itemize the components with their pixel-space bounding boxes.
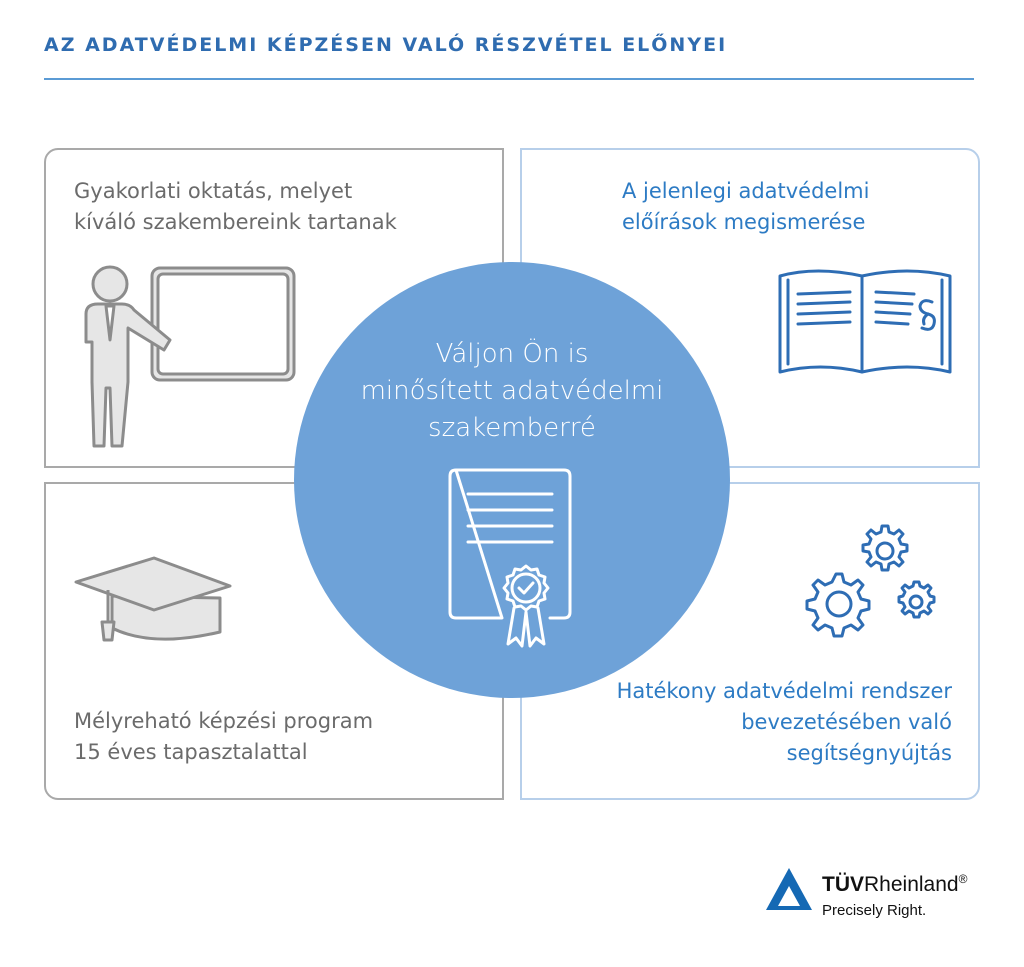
gears-icon (790, 520, 940, 650)
certificate-icon (446, 466, 576, 656)
center-text (294, 336, 730, 447)
bottom-right-text (617, 676, 952, 769)
teacher-icon (72, 262, 300, 452)
center-line2: minősített adatvédelmi (360, 376, 664, 406)
top-right-line2: előírások megismerése (622, 210, 866, 234)
logo-brand-bold: TÜV (822, 873, 864, 896)
title-underline (44, 78, 974, 80)
bottom-right-line2: bevezetésében való (741, 710, 952, 734)
bottom-left-line2: 15 éves tapasztalattal (74, 740, 308, 764)
law-book-icon (776, 262, 954, 382)
logo-brand-rest: Rheinland (864, 873, 959, 896)
top-left-line2: kíváló szakembereink tartanak (74, 210, 397, 234)
center-line1: Váljon Ön is (435, 339, 589, 369)
bottom-left-line1: Mélyreható képzési program (74, 709, 374, 733)
tuv-logo-icon (764, 866, 814, 914)
bottom-right-line1: Hatékony adatvédelmi rendszer (616, 679, 952, 703)
center-line3: szakemberré (428, 413, 596, 443)
page-title: AZ ADATVÉDELMI KÉPZÉSEN VALÓ RÉSZVÉTEL ELŐNYEI (44, 34, 728, 56)
top-left-text (74, 176, 397, 238)
logo-registered: ® (958, 872, 968, 886)
top-right-line1: A jelenlegi adatvédelmi (622, 179, 870, 203)
logo-brand (822, 872, 967, 897)
top-left-line1: Gyakorlati oktatás, melyet (74, 179, 353, 203)
bottom-left-text (74, 706, 373, 768)
logo-claim: Precisely Right. (822, 902, 927, 919)
bottom-right-line3: segítségnyújtás (786, 741, 952, 765)
top-right-text (622, 176, 869, 238)
graduation-cap-icon (72, 552, 232, 652)
